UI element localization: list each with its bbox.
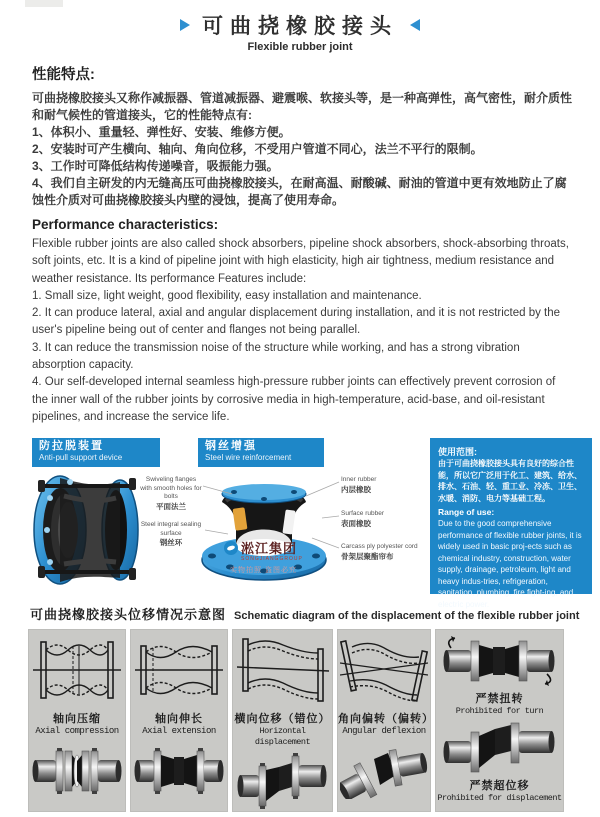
panel2-label-cn: 轴向伸长: [155, 713, 203, 726]
steel-wire-label-en: Steel wire reinforcement: [205, 453, 292, 463]
steel-wire-label-bar: [198, 438, 324, 467]
annotation-inner-rubber-en: Inner rubber: [341, 476, 377, 484]
usage-heading-en: Range of use:: [438, 507, 495, 518]
panel-axial-compression: [28, 629, 126, 812]
panel5-label2-cn: 严禁超位移: [469, 780, 530, 793]
en-feature-1: 1. Small size, light weight, good flexibility, easy installation and maintenance.: [32, 289, 422, 302]
annotation-surface-rubber-en: Surface rubber: [341, 510, 384, 518]
panel-axial-extension: [130, 629, 228, 812]
usage-heading-cn: 使用范围:: [438, 447, 477, 458]
cn-feature-3: 3、工作时可降低结构传递噪音，吸振能力强。: [32, 159, 279, 173]
anti-pull-label-en: Anti-pull support device: [39, 453, 123, 463]
en-feature-2: 2. It can produce lateral, axial and angular displacement during installation, and it is not restricted by the user's pipeline being out of center and flanges not being parallel.: [32, 307, 561, 337]
annotation-sealing-surface-en: Steel integral sealing surface: [140, 521, 202, 537]
panel3-label-cn: 横向位移（错位）: [234, 713, 331, 726]
annotation-carcass-ply-cn: 骨架层聚酯帘布: [341, 551, 394, 561]
panel1-label-cn: 轴向压缩: [53, 713, 101, 726]
anti-pull-label-cn: 防拉脱装置: [39, 440, 104, 453]
cn-intro-paragraph: 可曲挠橡胶接头又称作减振器、管道减振器、避震喉、软接头等，是一种高弹性，高气密性，耐介质性和耐气候性的管道接头，它的性能特点有:: [32, 91, 573, 122]
panel-angular-deflexion: [337, 629, 434, 812]
panel-prohibited: [435, 629, 564, 812]
annotation-carcass-ply-en: Carcass ply polyester cord: [341, 543, 418, 551]
axial-extension-drawing: [135, 636, 223, 706]
schematic-heading-en: Schematic diagram of the displacement of the flexible rubber joint: [234, 610, 580, 623]
watermark-note: 实物拍照 盗图必究: [230, 567, 297, 575]
anti-pull-joint-image: [30, 468, 142, 592]
panel4-label-cn: 角向偏转（偏转）: [338, 713, 434, 726]
annotation-swivel-flange-en: Swiveling flanges with smooth holes for bolts: [140, 476, 202, 501]
panel4-label-en: Angular deflexion: [342, 726, 426, 737]
schematic-heading-cn: 可曲挠橡胶接头位移情况示意图: [30, 607, 227, 623]
songjiang-logo-icon: [224, 541, 238, 555]
cn-feature-4: 4、我们自主研发的内无缝高压可曲挠橡胶接头，在耐高温、耐酸碱、耐油的管道中更有效地防止了腐蚀性介质对可曲挠橡胶接头内壁的浸蚀，提高了使用寿命。: [32, 176, 567, 207]
panel3-label-en: Horizontal displacement: [254, 726, 311, 748]
watermark-cn: 淞江集团: [241, 541, 298, 557]
en-feature-4: 4. Our self-developed internal seamless high-pressure rubber joints can effectively prevent corrosion of the inner wall of the rubber joints by corrosive media in high-temperature, acid-base, and oil-resistant pipelines, and increase the service life.: [32, 376, 556, 423]
watermark-en: SONGJIANGGROUP: [241, 556, 303, 563]
annotation-swivel-flange-cn: 平面法兰: [156, 501, 186, 511]
panel5-label1-cn: 严禁扭转: [475, 693, 524, 706]
prohibited-displacement-render: [441, 721, 559, 775]
usage-body-cn: 由于可曲挠橡胶接头具有良好的综合性能，所以它广泛用于化工、建筑、给水、排水、石油、轻、重工业、冷冻、卫生、水暖、消防、电力等基础工程。: [438, 459, 582, 503]
annotation-surface-rubber: [341, 510, 421, 528]
panel-horizontal-displacement: [232, 629, 333, 812]
usage-range-box: [430, 438, 592, 609]
right-arrow-icon: [180, 19, 190, 31]
product-figure-section: [0, 438, 600, 609]
angular-deflexion-render: [340, 741, 428, 799]
panel5-label1-en: Prohibited for turn: [455, 706, 544, 717]
page-title: [0, 0, 600, 40]
anti-pull-label-bar: [32, 438, 160, 467]
annotation-swivel-flange: [140, 476, 202, 511]
usage-body-en: Due to the good comprehensive performance of flexible rubber joints, it is widely used in basic proj-ects such as chemical industry, construction, water supply, drainage, petroleum, light and heavy indus-tries, refrigeration, sanitation, plumbing, fire fight-ing, and electric power.: [438, 519, 582, 609]
panel5-label2-en: Prohibited for displacement: [437, 793, 562, 804]
watermark: [224, 538, 334, 575]
axial-extension-render: [134, 743, 224, 799]
cn-feature-1: 1、体积小、重量轻、弹性好、安装、维修方便。: [32, 125, 291, 139]
page-title-en: Flexible rubber joint: [247, 41, 353, 53]
left-arrow-icon: [410, 19, 420, 31]
section-heading-cn: 性能特点:: [32, 67, 95, 83]
axial-compression-drawing: [33, 636, 121, 706]
horizontal-displacement-drawing: [237, 635, 329, 707]
annotation-inner-rubber: [341, 476, 421, 494]
prohibited-turn-render: [441, 634, 559, 688]
angular-deflexion-drawing: [340, 635, 428, 707]
cn-feature-2: 2、安装时可产生横向、轴向、角向位移，不受用户管道不同心，法兰不平行的限制。: [32, 142, 483, 156]
annotation-carcass-ply: [341, 543, 426, 561]
page-title-cn: 可曲挠橡胶接头: [202, 15, 398, 38]
annotation-sealing-surface: [138, 521, 204, 548]
scan-artifact: [25, 0, 63, 7]
section-heading-en: Performance characteristics:: [32, 217, 219, 232]
steel-wire-label-cn: 钢丝增强: [205, 440, 257, 453]
en-intro-paragraph: Flexible rubber joints are also called shock absorbers, pipeline shock absorbers, shock-absorbing throats, soft joints, etc. It is a kind of pipeline joint with high elasticity, high air tightness, medium resistance and weather resistance. Its performance Features include:: [32, 238, 569, 285]
annotation-inner-rubber-cn: 内层橡胶: [341, 484, 371, 494]
en-feature-3: 3. It can reduce the transmission noise of the structure while working, and has a strong vibration absorption capacity.: [32, 341, 520, 372]
horizontal-displacement-render: [237, 753, 329, 809]
displacement-panels: [0, 629, 600, 817]
panel2-label-en: Axial extension: [142, 726, 216, 737]
annotation-sealing-surface-cn: 钢丝环: [159, 538, 183, 548]
annotation-surface-rubber-cn: 表面橡胶: [341, 518, 371, 528]
body-text: [32, 63, 574, 426]
panel1-label-en: Axial compression: [35, 726, 119, 737]
axial-compression-render: [32, 743, 122, 799]
